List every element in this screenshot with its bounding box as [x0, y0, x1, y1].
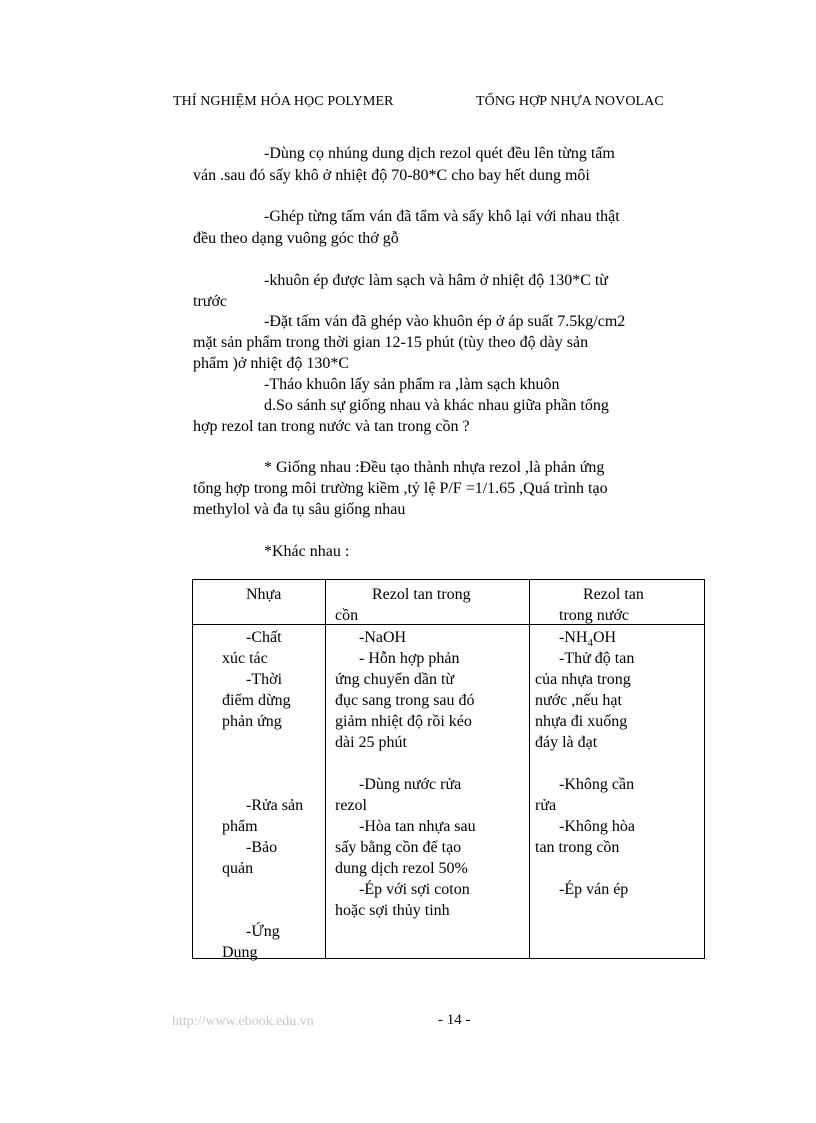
cell-line: -Ứng — [246, 923, 280, 940]
table-header-resin — [193, 580, 326, 625]
cell-line: của nhựa trong — [535, 671, 631, 688]
table-header-water-soluble — [530, 580, 705, 625]
cell-line: điểm dừng — [222, 692, 291, 709]
body-line: * Giống nhau :Đều tạo thành nhựa rezol ,là phản ứng — [264, 459, 605, 476]
cell-line: -Thử độ tan — [559, 650, 635, 667]
cell-line: -Rửa sản — [246, 797, 304, 814]
cell-line: quản — [222, 860, 254, 877]
body-line: -Ghép từng tấm ván đã tẩm và sấy khô lại với nhau thật — [264, 208, 620, 225]
table-header-alcohol-soluble — [326, 580, 530, 625]
body-line: -Tháo khuôn lấy sản phẩm ra ,làm sạch khuôn — [264, 376, 560, 393]
header-right-title: TỔNG HỢP NHỰA NOVOLAC — [476, 94, 664, 109]
header-left-title: THÍ NGHIỆM HÓA HỌC POLYMER — [173, 94, 394, 109]
nh4oh-suffix: OH — [592, 629, 617, 646]
header-alcohol-line2: cồn — [335, 607, 359, 624]
cell-line: xúc tác — [222, 650, 268, 667]
body-line: phẩm )ở nhiệt độ 130*C — [193, 355, 349, 372]
cell-line: phẩm — [222, 818, 258, 835]
cell-line: -Không cần — [559, 776, 635, 793]
cell-line: -Dùng nước rửa — [359, 776, 462, 793]
body-line: hợp rezol tan trong nước và tan trong cồn ? — [193, 418, 470, 435]
cell-line: giảm nhiệt độ rồi kéo — [335, 713, 472, 730]
cell-line: rửa — [535, 797, 557, 814]
body-line: -Dùng cọ nhúng dung dịch rezol quét đều lên từng tấm — [264, 145, 615, 162]
cell-line: tan trong cồn — [535, 839, 620, 856]
cell-line: dung dịch rezol 50% — [335, 860, 468, 877]
cell-line: ứng chuyển dần từ — [335, 671, 455, 688]
table-cell-water-soluble — [530, 625, 705, 959]
table-cell-alcohol-soluble — [326, 625, 530, 959]
cell-line: hoặc sợi thủy tinh — [335, 902, 450, 919]
body-line: tổng hợp trong môi trường kiềm ,tỷ lệ P/F =1/1.65 ,Quá trình tạo — [193, 480, 608, 497]
cell-line: -Bảo — [246, 839, 278, 856]
cell-line: nước ,nếu hạt — [535, 692, 622, 709]
body-line: ván .sau đó sấy khô ở nhiệt độ 70-80*C cho bay hết dung môi — [193, 167, 590, 184]
body-line: -Đặt tấm ván đã ghép vào khuôn ép ở áp suất 7.5kg/cm2 — [264, 313, 626, 330]
cell-line: -Ép với sợi coton — [359, 881, 470, 898]
body-line: mặt sản phẩm trong thời gian 12-15 phút (tùy theo độ dày sản — [193, 334, 589, 351]
cell-line: - Hỗn hợp phản — [359, 650, 460, 667]
header-resin-label: Nhựa — [246, 586, 282, 603]
nh4oh-subscript: 4 — [587, 637, 593, 650]
cell-line: phản ứng — [222, 713, 282, 730]
body-line: trước — [193, 293, 228, 310]
body-line: đều theo dạng vuông góc thớ gỗ — [193, 230, 399, 247]
cell-line: -NaOH — [359, 629, 407, 646]
table-cell-properties — [193, 625, 326, 959]
cell-line: -Thời — [246, 671, 283, 688]
nh4oh-prefix: -NH — [559, 629, 588, 646]
cell-line-nh4oh — [559, 627, 616, 648]
cell-line: rezol — [335, 797, 367, 814]
cell-line: dài 25 phút — [335, 734, 407, 751]
body-line: *Khác nhau : — [264, 543, 350, 560]
header-alcohol-line1: Rezol tan trong — [372, 586, 471, 603]
comparison-table — [192, 579, 705, 959]
page-number: - 14 - — [438, 1012, 471, 1028]
body-line: d.So sánh sự giống nhau và khác nhau giữa phần tổng — [264, 397, 609, 414]
header-water-line2: trong nước — [559, 607, 630, 624]
cell-line: Dụng — [222, 944, 258, 961]
cell-line: -Hòa tan nhựa sau — [359, 818, 476, 835]
cell-line: đáy là đạt — [535, 734, 598, 751]
body-line: methylol và đa tụ sâu giống nhau — [193, 501, 406, 518]
cell-line: sấy bằng cồn để tạo — [335, 839, 462, 856]
body-line: -khuôn ép được làm sạch và hâm ở nhiệt độ 130*C từ — [264, 272, 608, 289]
footer-url: http://www.ebook.edu.vn — [172, 1014, 314, 1029]
cell-line: -Chất — [246, 629, 282, 646]
cell-line: -Ép ván ép — [559, 881, 629, 898]
cell-line: nhựa đi xuống — [535, 713, 628, 730]
cell-line: đục sang trong sau đó — [335, 692, 475, 709]
header-water-line1: Rezol tan — [583, 586, 644, 603]
cell-line: -Không hòa — [559, 818, 635, 835]
